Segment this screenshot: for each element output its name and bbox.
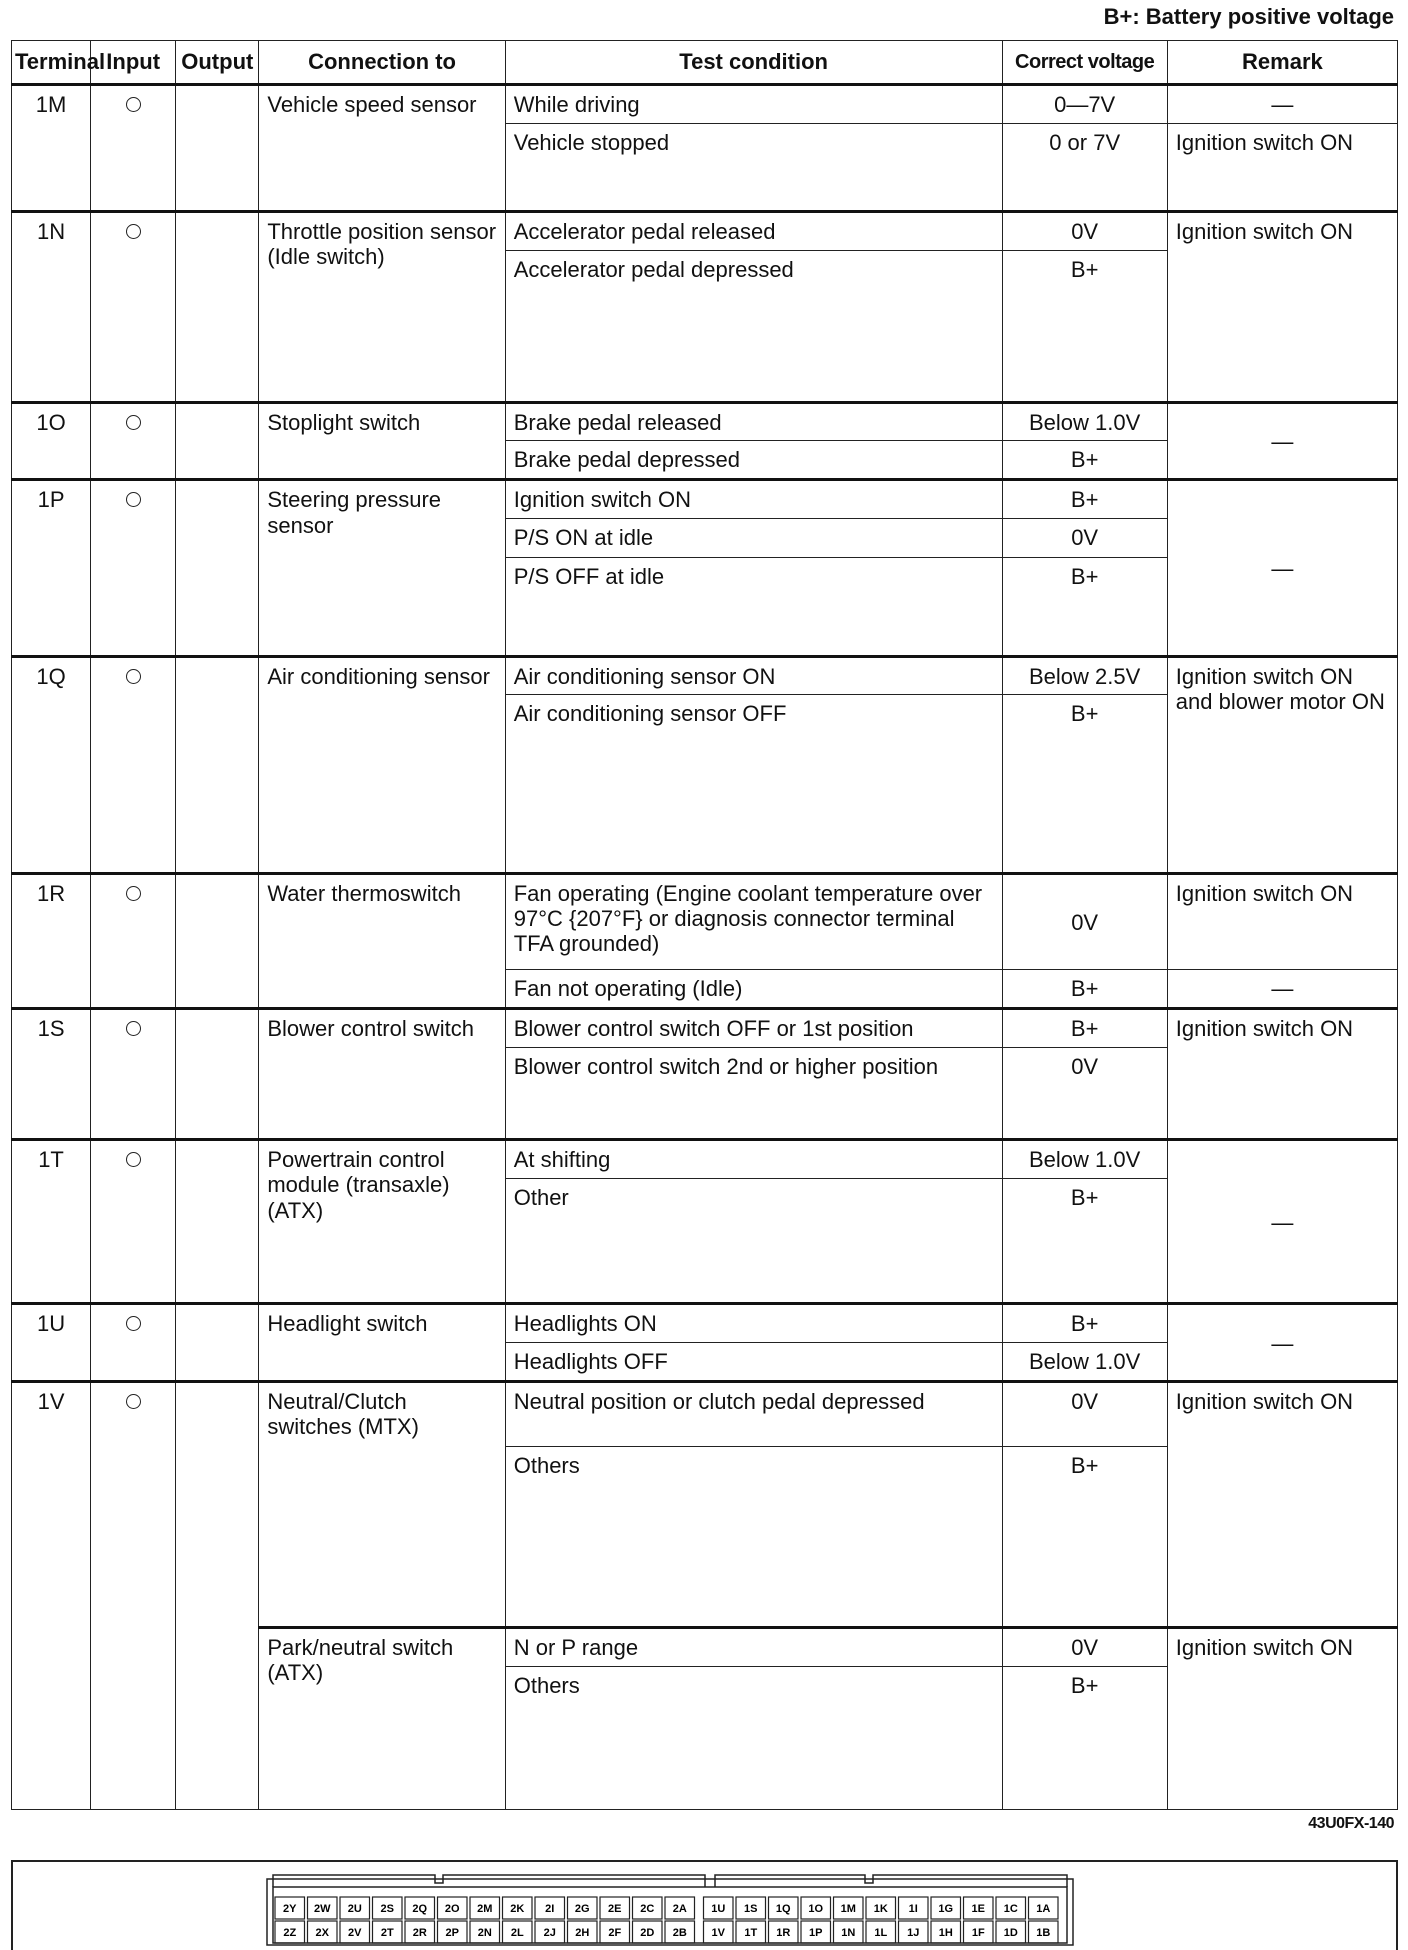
connector-pin-label: 2P: [445, 1927, 459, 1939]
output-cell: [176, 873, 259, 1008]
connector-pin-label: 2S: [380, 1903, 394, 1915]
connection-cell: Throttle position sensor (Idle switch): [259, 212, 505, 403]
voltage-cell: B+: [1002, 1447, 1167, 1627]
input-mark-icon: [126, 1316, 141, 1331]
voltage-cell: 0V: [1002, 1381, 1167, 1447]
connection-cell: Water thermoswitch: [259, 873, 505, 1008]
remark-cell: Ignition switch ON: [1167, 1008, 1397, 1139]
remark-cell: Ignition switch ON: [1167, 1627, 1397, 1809]
input-cell: [91, 1008, 176, 1139]
test-cell: Others: [505, 1666, 1002, 1810]
voltage-cell: B+: [1002, 441, 1167, 480]
connection-cell: Neutral/Clutch switches (MTX): [259, 1381, 505, 1627]
header-remark: Remark: [1167, 41, 1397, 85]
connector-pin-label: 2D: [640, 1927, 655, 1939]
input-mark-icon: [126, 1152, 141, 1167]
voltage-cell: 0V: [1002, 212, 1167, 251]
test-cell: Blower control switch 2nd or higher position: [505, 1047, 1002, 1139]
table-row: [12, 85, 1398, 124]
voltage-cell: B+: [1002, 558, 1167, 656]
input-mark-icon: [126, 669, 141, 684]
input-cell: [91, 480, 176, 656]
input-mark-icon: [126, 97, 141, 112]
connector-pin-label: 2L: [510, 1927, 524, 1939]
output-cell: [176, 85, 259, 212]
output-cell: [176, 656, 259, 873]
output-cell: [176, 1140, 259, 1304]
connector-pin-label: 1F: [971, 1927, 985, 1939]
test-cell: Brake pedal released: [505, 402, 1002, 441]
voltage-cell: B+: [1002, 480, 1167, 519]
connector-pin-label: 1K: [873, 1903, 888, 1915]
connector-pin-label: 2G: [574, 1903, 590, 1915]
connector-pin-label: 1D: [1003, 1927, 1018, 1939]
header-output: Output: [176, 41, 259, 85]
remark-cell: Ignition switch ON: [1167, 873, 1397, 969]
voltage-cell: B+: [1002, 250, 1167, 402]
remark-cell: Ignition switch ON: [1167, 123, 1397, 211]
input-cell: [91, 402, 176, 480]
connector-pin-label: 2M: [477, 1903, 493, 1915]
voltage-cell: 0—7V: [1002, 85, 1167, 124]
connection-cell: Headlight switch: [259, 1303, 505, 1381]
connection-cell: Stoplight switch: [259, 402, 505, 480]
voltage-cell: B+: [1002, 1008, 1167, 1047]
connector-pins: [275, 1897, 1058, 1943]
connector-pin-label: 2R: [412, 1927, 427, 1939]
output-cell: [176, 402, 259, 480]
header-connection: Connection to: [259, 41, 505, 85]
terminal-cell: 1Q: [12, 656, 91, 873]
test-cell: While driving: [505, 85, 1002, 124]
terminal-cell: 1N: [12, 212, 91, 403]
test-cell: Fan not operating (Idle): [505, 969, 1002, 1008]
connector-pin-label: 1E: [971, 1903, 985, 1915]
connector-pin-label: 2F: [608, 1927, 622, 1939]
legend-note: B+: Battery positive voltage: [1103, 4, 1394, 29]
input-mark-icon: [126, 1021, 141, 1036]
voltage-cell: Below 1.0V: [1002, 402, 1167, 441]
connector-pin-label: 1V: [711, 1927, 725, 1939]
table-row: [12, 656, 1398, 695]
terminal-cell: 1P: [12, 480, 91, 656]
voltage-cell: B+: [1002, 1178, 1167, 1303]
voltage-cell: B+: [1002, 1303, 1167, 1342]
input-mark-icon: [126, 224, 141, 239]
table-row: [12, 1008, 1398, 1047]
table-row: [12, 480, 1398, 519]
output-cell: [176, 1381, 259, 1809]
connector-pin-label: 2H: [575, 1927, 590, 1939]
connector-pin-label: 2Z: [283, 1927, 297, 1939]
test-cell: Brake pedal depressed: [505, 441, 1002, 480]
test-cell: Accelerator pedal released: [505, 212, 1002, 251]
terminal-voltage-table: [11, 40, 1398, 1810]
connector-pin-label: 1C: [1003, 1903, 1018, 1915]
table-row: [12, 1303, 1398, 1342]
connection-cell: Air conditioning sensor: [259, 656, 505, 873]
terminal-cell: 1S: [12, 1008, 91, 1139]
terminal-cell: 1T: [12, 1140, 91, 1304]
test-cell: P/S ON at idle: [505, 519, 1002, 558]
header-correct-voltage: Correct voltage: [1002, 41, 1167, 85]
connector-pin-label: 1H: [938, 1927, 953, 1939]
connector-pin-label: 1G: [938, 1903, 954, 1915]
test-cell: Others: [505, 1447, 1002, 1627]
test-cell: Headlights OFF: [505, 1342, 1002, 1381]
connector-pin-label: 2I: [545, 1903, 555, 1915]
connector-pin-label: 1O: [808, 1903, 824, 1915]
remark-cell: Ignition switch ON: [1167, 1381, 1397, 1627]
connector-pin-label: 2B: [672, 1927, 687, 1939]
connector-pin-label: 2A: [672, 1903, 687, 1915]
terminal-cell: 1O: [12, 402, 91, 480]
connection-cell: Park/neutral switch (ATX): [259, 1627, 505, 1809]
output-cell: [176, 480, 259, 656]
remark-cell: —: [1167, 1303, 1397, 1381]
input-mark-icon: [126, 492, 141, 507]
figure-code: 43U0FX-140: [1308, 1815, 1394, 1832]
test-cell: Ignition switch ON: [505, 480, 1002, 519]
voltage-cell: 0V: [1002, 873, 1167, 969]
test-cell: Blower control switch OFF or 1st position: [505, 1008, 1002, 1047]
connector-pin-label: 2T: [380, 1927, 394, 1939]
connector-diagram: [265, 1865, 1075, 1950]
connection-cell: Blower control switch: [259, 1008, 505, 1139]
terminal-cell: 1M: [12, 85, 91, 212]
terminal-cell: 1V: [12, 1381, 91, 1809]
header-test-condition: Test condition: [505, 41, 1002, 85]
remark-cell: —: [1167, 85, 1397, 124]
input-cell: [91, 873, 176, 1008]
table-header-row: [12, 41, 1398, 85]
input-mark-icon: [126, 415, 141, 430]
input-cell: [91, 212, 176, 403]
connector-pin-label: 1S: [744, 1903, 758, 1915]
remark-cell: Ignition switch ON: [1167, 212, 1397, 403]
input-mark-icon: [126, 1394, 141, 1409]
connection-cell: Powertrain control module (transaxle) (ATX): [259, 1140, 505, 1304]
connector-pin-label: 2E: [608, 1903, 622, 1915]
connector-pin-label: 1J: [907, 1927, 920, 1939]
test-cell: At shifting: [505, 1140, 1002, 1179]
connector-pin-label: 2J: [543, 1927, 556, 1939]
connector-pin-label: 1I: [908, 1903, 918, 1915]
remark-cell: —: [1167, 402, 1397, 480]
input-cell: [91, 1140, 176, 1304]
remark-cell: —: [1167, 1140, 1397, 1304]
connector-pin-label: 1Q: [775, 1903, 791, 1915]
connector-pin-label: 1A: [1036, 1903, 1051, 1915]
voltage-cell: B+: [1002, 969, 1167, 1008]
connector-pin-label: 2W: [314, 1903, 331, 1915]
test-cell: Air conditioning sensor OFF: [505, 695, 1002, 873]
output-cell: [176, 1008, 259, 1139]
voltage-cell: Below 1.0V: [1002, 1140, 1167, 1179]
test-cell: Fan operating (Engine coolant temperature over 97°C {207°F} or diagnosis connector terminal TFA grounded): [505, 873, 1002, 969]
header-input: Input: [91, 41, 176, 85]
voltage-cell: Below 1.0V: [1002, 1342, 1167, 1381]
connector-pin-label: 2V: [348, 1927, 362, 1939]
table-row: [12, 1381, 1398, 1447]
connector-pin-label: 1L: [874, 1927, 888, 1939]
test-cell: Accelerator pedal depressed: [505, 250, 1002, 402]
connector-pin-label: 2Q: [412, 1903, 428, 1915]
connector-pin-label: 2X: [315, 1927, 329, 1939]
voltage-cell: B+: [1002, 1666, 1167, 1810]
terminal-cell: 1R: [12, 873, 91, 1008]
voltage-cell: Below 2.5V: [1002, 656, 1167, 695]
terminal-cell: 1U: [12, 1303, 91, 1381]
connector-pin-label: 1R: [776, 1927, 791, 1939]
connector-pin-label: 2N: [477, 1927, 492, 1939]
table-row: [12, 212, 1398, 251]
test-cell: Other: [505, 1178, 1002, 1303]
input-cell: [91, 1381, 176, 1809]
connector-pin-label: 2K: [510, 1903, 525, 1915]
voltage-cell: 0 or 7V: [1002, 123, 1167, 211]
connection-cell: Steering pressure sensor: [259, 480, 505, 656]
remark-cell: —: [1167, 969, 1397, 1008]
table-row: [12, 402, 1398, 441]
connector-pin-label: 1U: [711, 1903, 726, 1915]
output-cell: [176, 1303, 259, 1381]
connector-pin-label: 2C: [640, 1903, 655, 1915]
connector-pin-label: 1P: [809, 1927, 823, 1939]
test-cell: P/S OFF at idle: [505, 558, 1002, 656]
connector-latch-right: [715, 1875, 1067, 1887]
test-cell: Headlights ON: [505, 1303, 1002, 1342]
table-row: [12, 873, 1398, 969]
output-cell: [176, 212, 259, 403]
input-cell: [91, 1303, 176, 1381]
connector-pin-label: 2Y: [283, 1903, 297, 1915]
remark-cell: —: [1167, 480, 1397, 656]
voltage-cell: 0V: [1002, 1627, 1167, 1666]
voltage-cell: B+: [1002, 695, 1167, 873]
voltage-cell: 0V: [1002, 519, 1167, 558]
voltage-cell: 0V: [1002, 1047, 1167, 1139]
test-cell: Air conditioning sensor ON: [505, 656, 1002, 695]
connector-pin-label: 2O: [444, 1903, 460, 1915]
input-cell: [91, 656, 176, 873]
connection-cell: Vehicle speed sensor: [259, 85, 505, 212]
connector-pin-label: 1M: [840, 1903, 856, 1915]
connector-pin-label: 1B: [1036, 1927, 1051, 1939]
test-cell: Vehicle stopped: [505, 123, 1002, 211]
connector-pin-label: 2U: [347, 1903, 362, 1915]
header-terminal: Terminal: [12, 41, 91, 85]
test-cell: Neutral position or clutch pedal depressed: [505, 1381, 1002, 1447]
input-cell: [91, 85, 176, 212]
input-mark-icon: [126, 886, 141, 901]
remark-cell: Ignition switch ON and blower motor ON: [1167, 656, 1397, 873]
connector-latch-left: [273, 1875, 705, 1887]
table-row: [12, 1140, 1398, 1179]
test-cell: N or P range: [505, 1627, 1002, 1666]
connector-pin-label: 1N: [841, 1927, 856, 1939]
connector-pin-label: 1T: [744, 1927, 758, 1939]
